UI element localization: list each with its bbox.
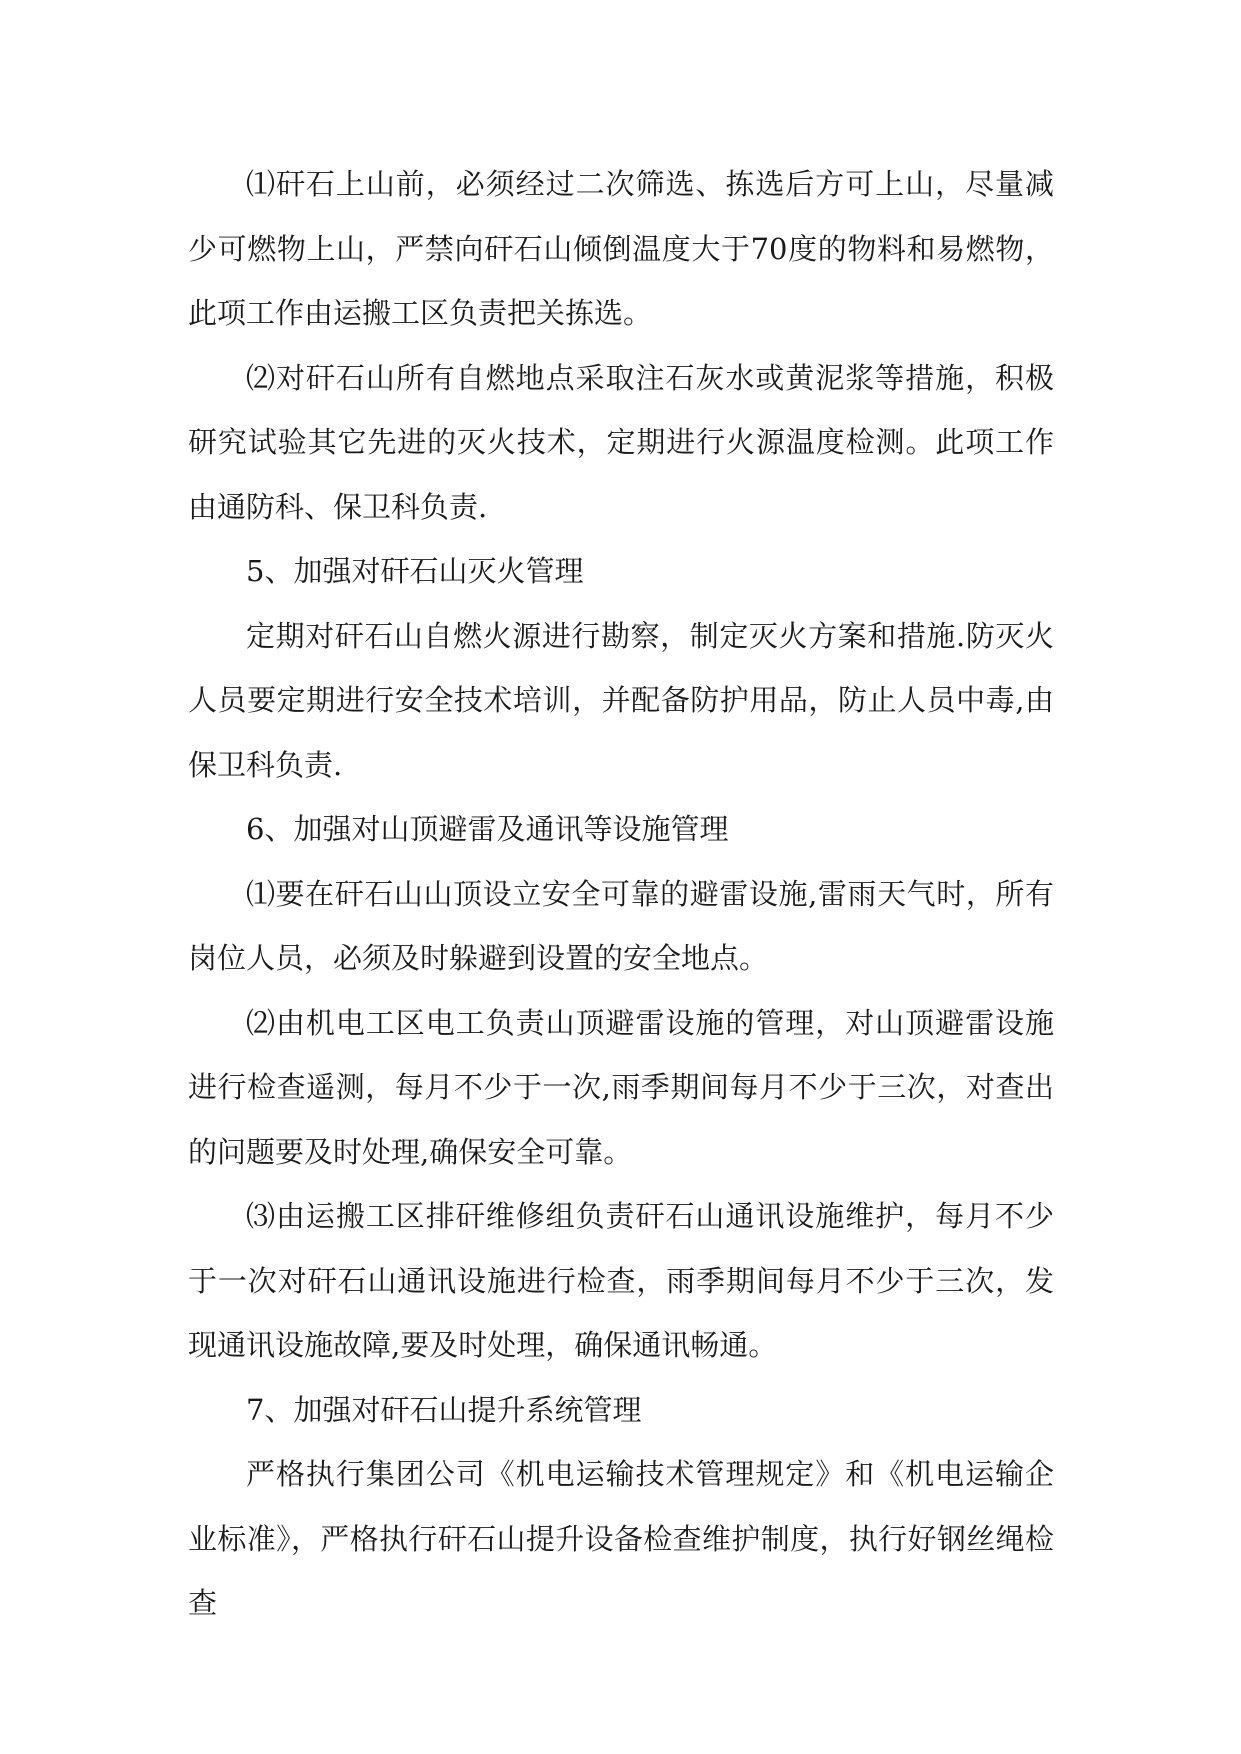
section-heading-6: 6、加强对山顶避雷及通讯等设施管理 <box>246 812 729 846</box>
paragraph-4: ⑴要在矸石山山顶设立安全可靠的避雷设施,雷雨天气时，所有岗位人员，必须及时躲避到设置的安全地点。 <box>188 876 1054 975</box>
section-heading-5: 5、加强对矸石山灭火管理 <box>246 554 584 588</box>
paragraph-2: ⑵对矸石山所有自燃地点采取注石灰水或黄泥浆等措施，积极研究试验其它先进的灭火技术，定期进行火源温度检测。此项工作由通防科、保卫科负责. <box>188 360 1054 524</box>
section-heading-7: 7、加强对矸石山提升系统管理 <box>246 1392 642 1427</box>
paragraph-1: ⑴矸石上山前，必须经过二次筛选、拣选后方可上山，尽量减少可燃物上山，严禁向矸石山倾倒温度大于70度的物料和易燃物，此项工作由运搬工区负责把关拣选。 <box>188 167 1054 330</box>
paragraph-5: ⑵由机电工区电工负责山顶避雷设施的管理，对山顶避雷设施进行检查遥测，每月不少于一次,雨季期间每月不少于三次，对查出的问题要及时处理,确保安全可靠。 <box>188 1005 1054 1169</box>
paragraph-3: 定期对矸石山自燃火源进行勘察，制定灭火方案和措施.防灭火人员要定期进行安全技术培训，并配备防护用品，防止人员中毒,由保卫科负责. <box>188 618 1054 782</box>
paragraph-6: ⑶由运搬工区排矸维修组负责矸石山通讯设施维护，每月不少于一次对矸石山通讯设施进行检查，雨季期间每月不少于三次，发现通讯设施故障,要及时处理，确保通讯畅通。 <box>188 1199 1054 1362</box>
paragraph-7: 严格执行集团公司《机电运输技术管理规定》和《机电运输企业标准》，严格执行矸石山提升设备检查维护制度，执行好钢丝绳检查 <box>188 1457 1054 1620</box>
document-page <box>188 152 1054 1636</box>
